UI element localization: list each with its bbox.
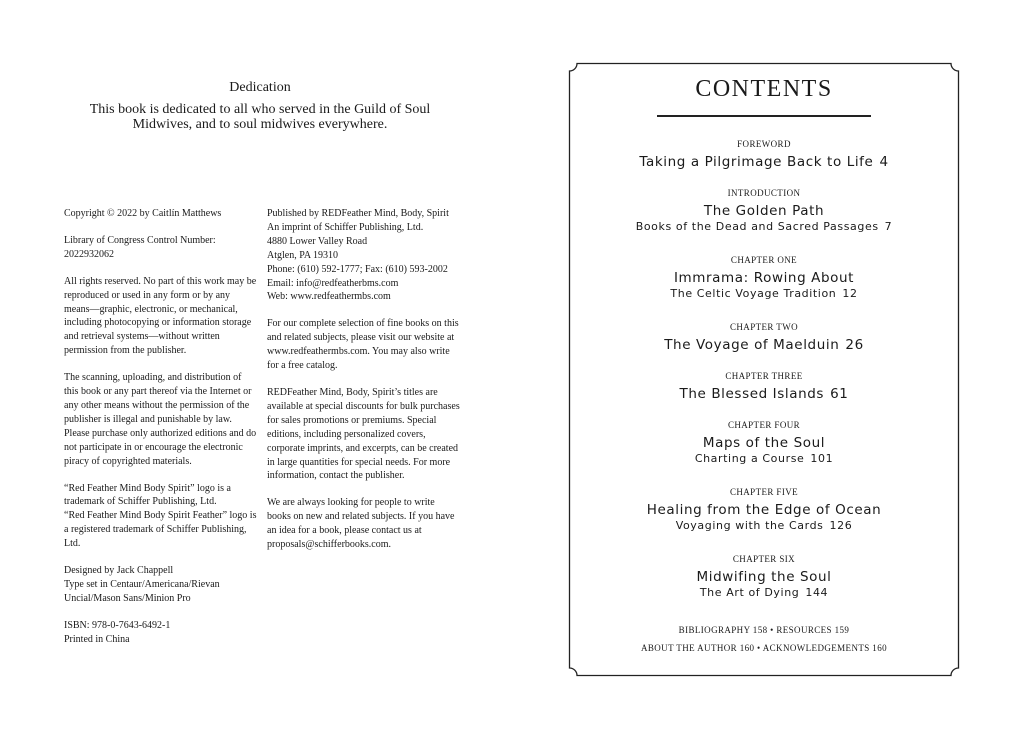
toc-title: The Voyage of Maelduin 26 (664, 337, 864, 353)
toc-subtitle: The Art of Dying 144 (699, 586, 829, 599)
dedication-text: This book is dedicated to all who served in the Guild of Soul Midwives, and to soul midwives everywhere. (89, 102, 431, 132)
toc-label: CHAPTER FOUR (727, 420, 801, 430)
contents-heading: CONTENTS (695, 76, 833, 102)
toc-subtitle: The Celtic Voyage Tradition 12 (670, 287, 858, 300)
toc-page-number: 12 (842, 287, 858, 300)
toc-entry-chapter-four (568, 420, 960, 466)
backmatter-line: ABOUT THE AUTHOR 160 • ACKNOWLEDGEMENTS 160 (640, 643, 887, 653)
publisher-info: Published by REDFeather Mind, Body, Spirit An imprint of Schiffer Publishing, Ltd. 4880 Lower Valley Road Atglen, PA 19310 Phone: (610) 592-1777; Fax: (610) 593-2002 Email: info@redfeatherbms.com Web: www.redfeathermbs.com (267, 208, 449, 303)
trademark-notice: “Red Feather Mind Body Spirit” logo is a trademark of Schiffer Publishing, Ltd. “Red Feather Mind Body Spirit Feather” logo is a registered trademark of Schiffer Publishing, Ltd. (64, 482, 257, 550)
toc-label: CHAPTER FIVE (729, 487, 799, 497)
toc-entry-chapter-two (568, 322, 960, 354)
toc-entry-chapter-one (568, 255, 960, 301)
publisher-column (267, 207, 461, 565)
toc-title: The Blessed Islands 61 (679, 386, 849, 402)
toc-title: Midwifing the Soul (696, 569, 832, 585)
toc-page-number: 4 (879, 154, 889, 170)
toc-subtitle: Voyaging with the Cards 126 (675, 519, 853, 532)
heading-rule (657, 115, 871, 117)
isbn: ISBN: 978-0-7643-6492-1 Printed in China (64, 619, 171, 645)
toc-entry-foreword (568, 139, 960, 171)
design-credits: Designed by Jack Chappell Type set in Centaur/Americana/Rievan Uncial/Mason Sans/Minion Pro (64, 565, 220, 604)
toc-label: CHAPTER SIX (732, 554, 796, 564)
copyright-column (64, 207, 258, 660)
loc-control-number: Library of Congress Control Number: 2022932062 (64, 234, 216, 260)
dedication-title: Dedication (229, 80, 291, 95)
toc-title: Taking a Pilgrimage Back to Life 4 (639, 154, 889, 170)
toc-entry-chapter-five (568, 487, 960, 533)
contents-page (568, 62, 960, 677)
bulk-sales-notice: REDFeather Mind, Body, Spirit’s titles are available at special discounts for bulk purchases for sales promotions or premiums. Special editions, including personalized covers, corporate imprints, and excerpts, can be created in large quantities for special needs. For more information, contact the publisher. (267, 386, 460, 482)
toc-subtitle: Books of the Dead and Sacred Passages 7 (635, 220, 893, 233)
toc-page-number: 7 (884, 220, 893, 233)
backmatter-list (568, 621, 960, 657)
piracy-notice: The scanning, uploading, and distribution of this book or any part thereof via the Internet or any other means without the permission of the publisher is illegal and punishable by law. Please purchase only authorized editions and do not participate in or encourage the electronic piracy of copyrighted materials. (64, 372, 257, 467)
dedication (60, 80, 460, 132)
toc-page-number: 101 (810, 452, 834, 465)
authors-wanted-notice: We are always looking for people to write books on new and related subjects. If you have an idea for a book, please contact us at proposals@schifferbooks.com. (267, 497, 455, 551)
toc-title: The Golden Path (703, 203, 825, 219)
toc-label: CHAPTER TWO (730, 322, 798, 332)
toc-title: Healing from the Edge of Ocean (646, 502, 882, 518)
toc-title: Immrama: Rowing About (673, 270, 855, 286)
toc-entry-introduction (568, 188, 960, 234)
toc-label: CHAPTER THREE (725, 371, 803, 381)
copyright-line: Copyright © 2022 by Caitlín Matthews (64, 208, 222, 219)
toc-entry-chapter-six (568, 554, 960, 600)
toc-label: INTRODUCTION (727, 188, 801, 198)
catalog-notice: For our complete selection of fine books on this and related subjects, please visit our website at www.redfeathermbs.com. You may also write for a free catalog. (267, 318, 459, 372)
toc-subtitle: Charting a Course 101 (694, 452, 834, 465)
backmatter-line: BIBLIOGRAPHY 158 • RESOURCES 159 (678, 625, 850, 635)
toc-label: FOREWORD (737, 139, 791, 149)
toc-page-number: 26 (845, 337, 864, 353)
toc-page-number: 144 (805, 586, 829, 599)
toc-label: CHAPTER ONE (730, 255, 798, 265)
toc-entry-chapter-three (568, 371, 960, 403)
toc-page-number: 126 (829, 519, 853, 532)
toc-title: Maps of the Soul (702, 435, 826, 451)
toc-page-number: 61 (830, 386, 849, 402)
rights-reserved: All rights reserved. No part of this work may be reproduced or used in any form or by any means—graphic, electronic, or mechanical, including photocopying or information storage and retrieval systems—without written permission from the publisher. (64, 275, 257, 357)
